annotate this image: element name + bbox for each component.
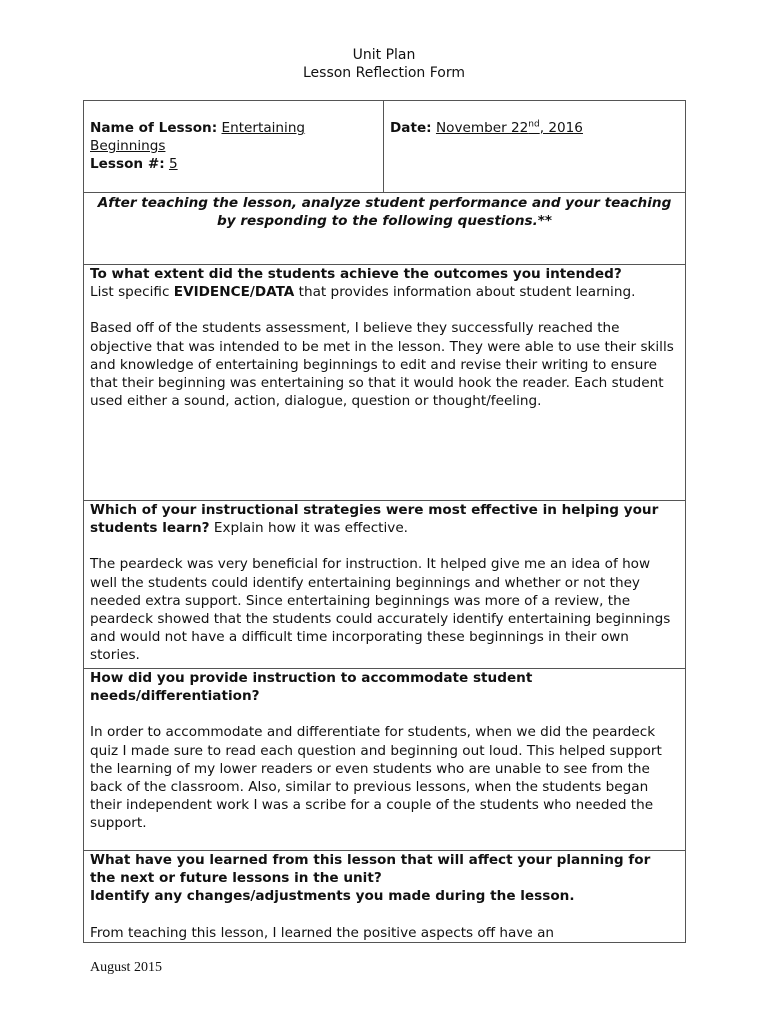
instructions-line-1: After teaching the lesson, analyze student performance and your teaching bbox=[97, 195, 672, 211]
document-subtitle: Lesson Reflection Form bbox=[302, 65, 466, 81]
date-suffix: nd bbox=[528, 119, 540, 130]
question-1-prompt-emphasis: EVIDENCE/DATA bbox=[173, 284, 295, 301]
date-label: Date: bbox=[390, 120, 432, 136]
question-3-row bbox=[84, 669, 686, 851]
question-2-answer: The peardeck was very beneficial for instruction. It helped give me an idea of how well the students could identify entertaining beginnings and whether or not they needed extra support. Since entertaining beginnings was more of a review, the peardeck showed that the students could accurately identify entertaining beginnings and would not have a difficult time incorporating these beginnings in their own stories. bbox=[90, 556, 671, 664]
reflection-form-table bbox=[83, 100, 686, 943]
question-1-prompt-end: that provides information about student learning. bbox=[294, 284, 636, 301]
lesson-name-cell bbox=[84, 101, 384, 193]
question-4-answer: From teaching this lesson, I learned the positive aspects off have an bbox=[90, 924, 555, 941]
lesson-name-label: Name of Lesson: bbox=[90, 120, 218, 136]
question-2-row bbox=[84, 501, 686, 669]
instructions-line-2: by responding to the following questions.** bbox=[217, 213, 552, 230]
instructions-cell bbox=[84, 193, 686, 265]
question-1-cell bbox=[84, 265, 686, 501]
question-1-prompt-start: List specific bbox=[90, 284, 174, 301]
lesson-number-value: 5 bbox=[168, 156, 178, 173]
question-4-cell bbox=[84, 851, 686, 943]
question-4-prompt: Identify any changes/adjustments you made during the lesson. bbox=[90, 888, 575, 905]
document-title: Unit Plan bbox=[352, 47, 416, 63]
date-month-day: November 22 bbox=[435, 120, 529, 136]
question-3-answer: In order to accommodate and differentiate for students, when we did the peardeck quiz I made sure to read each question and beginning out loud. This helped support the learning of my lower readers or even students who are unable to see from the back of the classroom. Also, similar to previous lessons, when the students began their independent work I was a scribe for a couple of the students who needed the support. bbox=[90, 724, 662, 832]
question-4-text: What have you learned from this lesson that will affect your planning for the next or future lessons in the unit? bbox=[90, 852, 651, 887]
question-2-heading bbox=[90, 501, 679, 537]
question-1-answer: Based off of the students assessment, I believe they successfully reached the objective that was intended to be met in the lesson. They were able to use their skills and knowledge of entertaining beginnings to edit and revise their writing to ensure that their beginning was entertaining so that it would hook the reader. Each student used either a sound, action, dialogue, question or thought/feeling. bbox=[90, 320, 674, 410]
question-3-text: How did you provide instruction to accommodate student needs/differentiation? bbox=[90, 670, 533, 705]
question-4-row bbox=[84, 851, 686, 943]
footer-date: August 2015 bbox=[90, 960, 162, 975]
lesson-date-cell bbox=[384, 101, 686, 193]
date-year: , 2016 bbox=[539, 120, 583, 136]
instructions-row bbox=[84, 193, 686, 265]
document-header bbox=[0, 46, 768, 82]
question-3-cell bbox=[84, 669, 686, 851]
lesson-info-row bbox=[84, 101, 686, 193]
question-1-text: To what extent did the students achieve the outcomes you intended? bbox=[90, 266, 622, 282]
question-2-cell bbox=[84, 501, 686, 669]
question-1-prompt bbox=[90, 283, 679, 301]
lesson-name-value: Entertaining Beginnings bbox=[90, 120, 306, 155]
lesson-number-label: Lesson #: bbox=[90, 156, 165, 173]
date-value bbox=[436, 120, 583, 136]
question-1-row bbox=[84, 265, 686, 501]
question-2-prompt: Explain how it was effective. bbox=[209, 520, 409, 537]
question-2-text: Which of your instructional strategies were most effective in helping your students learn? bbox=[90, 502, 659, 537]
